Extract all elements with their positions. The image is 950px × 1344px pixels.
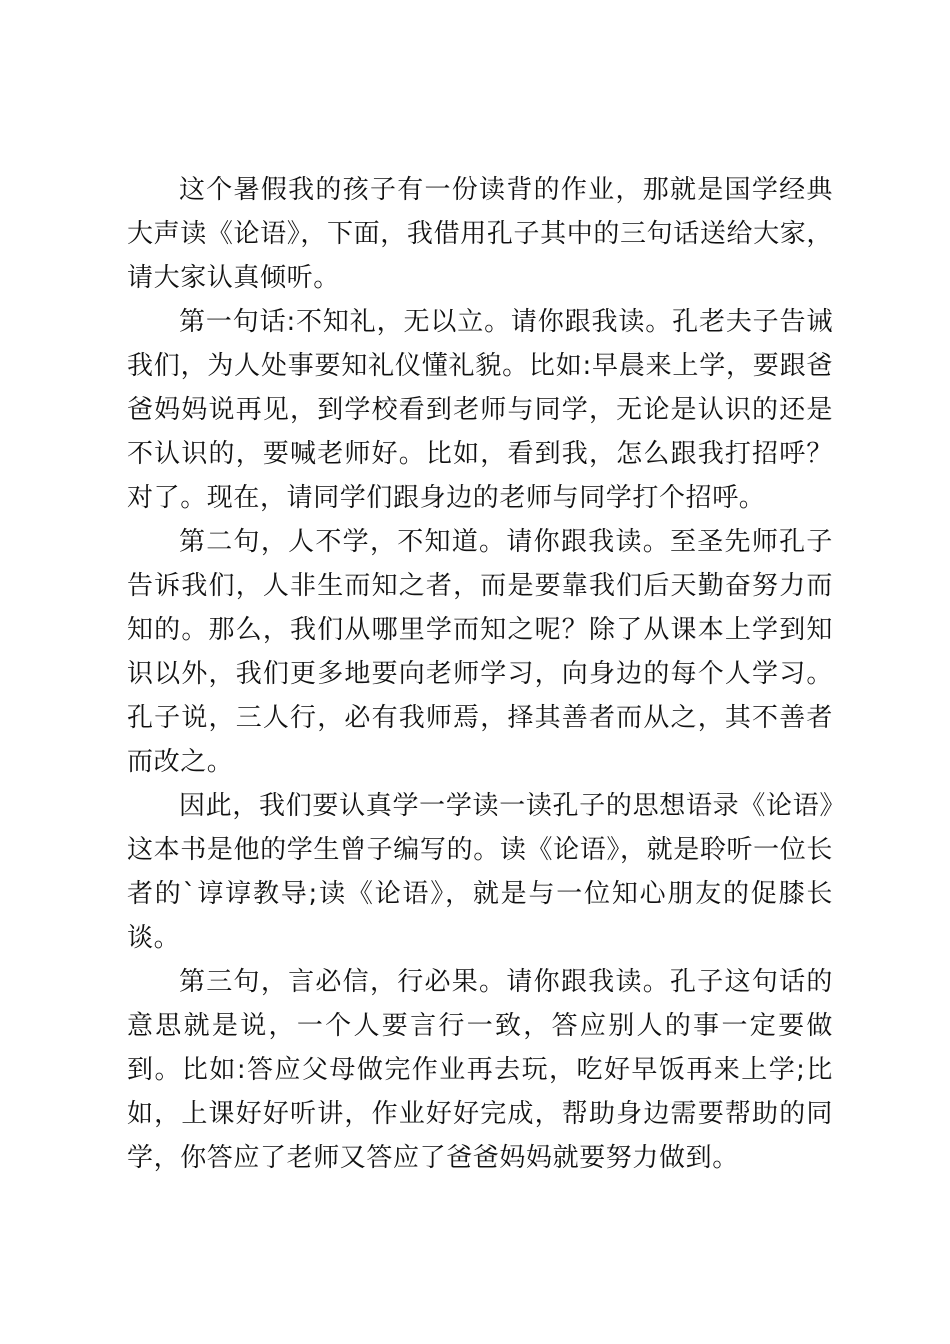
document-body [127,168,833,1180]
paragraph-lunyu-reading: 因此，我们要认真学一学读一读孔子的思想语录《论语》这本书是他的学生曾子编写的。读《论语》，就是聆听一位长者的`谆谆教导;读《论语》，就是与一位知心朋友的促膝长谈。 [127,791,833,953]
paragraph-intro: 这个暑假我的孩子有一份读背的作业，那就是国学经典大声读《论语》，下面，我借用孔子其中的三句话送给大家，请大家认真倾听。 [127,175,833,293]
paragraph-second-saying: 第二句，人不学，不知道。请你跟我读。至圣先师孔子告诉我们，人非生而知之者，而是要靠我们后天勤奋努力而知的。那么，我们从哪里学而知之呢？除了从课本上学到知识以外，我们更多地要向老师学习，向身边的每个人学习。孔子说，三人行，必有我师焉，择其善者而从之，其不善者而改之。 [127,527,833,777]
paragraph-first-saying: 第一句话:不知礼，无以立。请你跟我读。孔老夫子告诫我们，为人处事要知礼仪懂礼貌。比如:早晨来上学，要跟爸爸妈妈说再见，到学校看到老师与同学，无论是认识的还是不认识的，要喊老师好。比如，看到我，怎么跟我打招呼？对了。现在，请同学们跟身边的老师与同学打个招呼。 [127,307,833,513]
paragraph-third-saying: 第三句，言必信，行必果。请你跟我读。孔子这句话的意思就是说，一个人要言行一致，答应别人的事一定要做到。比如:答应父母做完作业再去玩，吃好早饭再来上学;比如，上课好好听讲，作业好好完成，帮助身边需要帮助的同学，你答应了老师又答应了爸爸妈妈就要努力做到。 [127,967,833,1173]
